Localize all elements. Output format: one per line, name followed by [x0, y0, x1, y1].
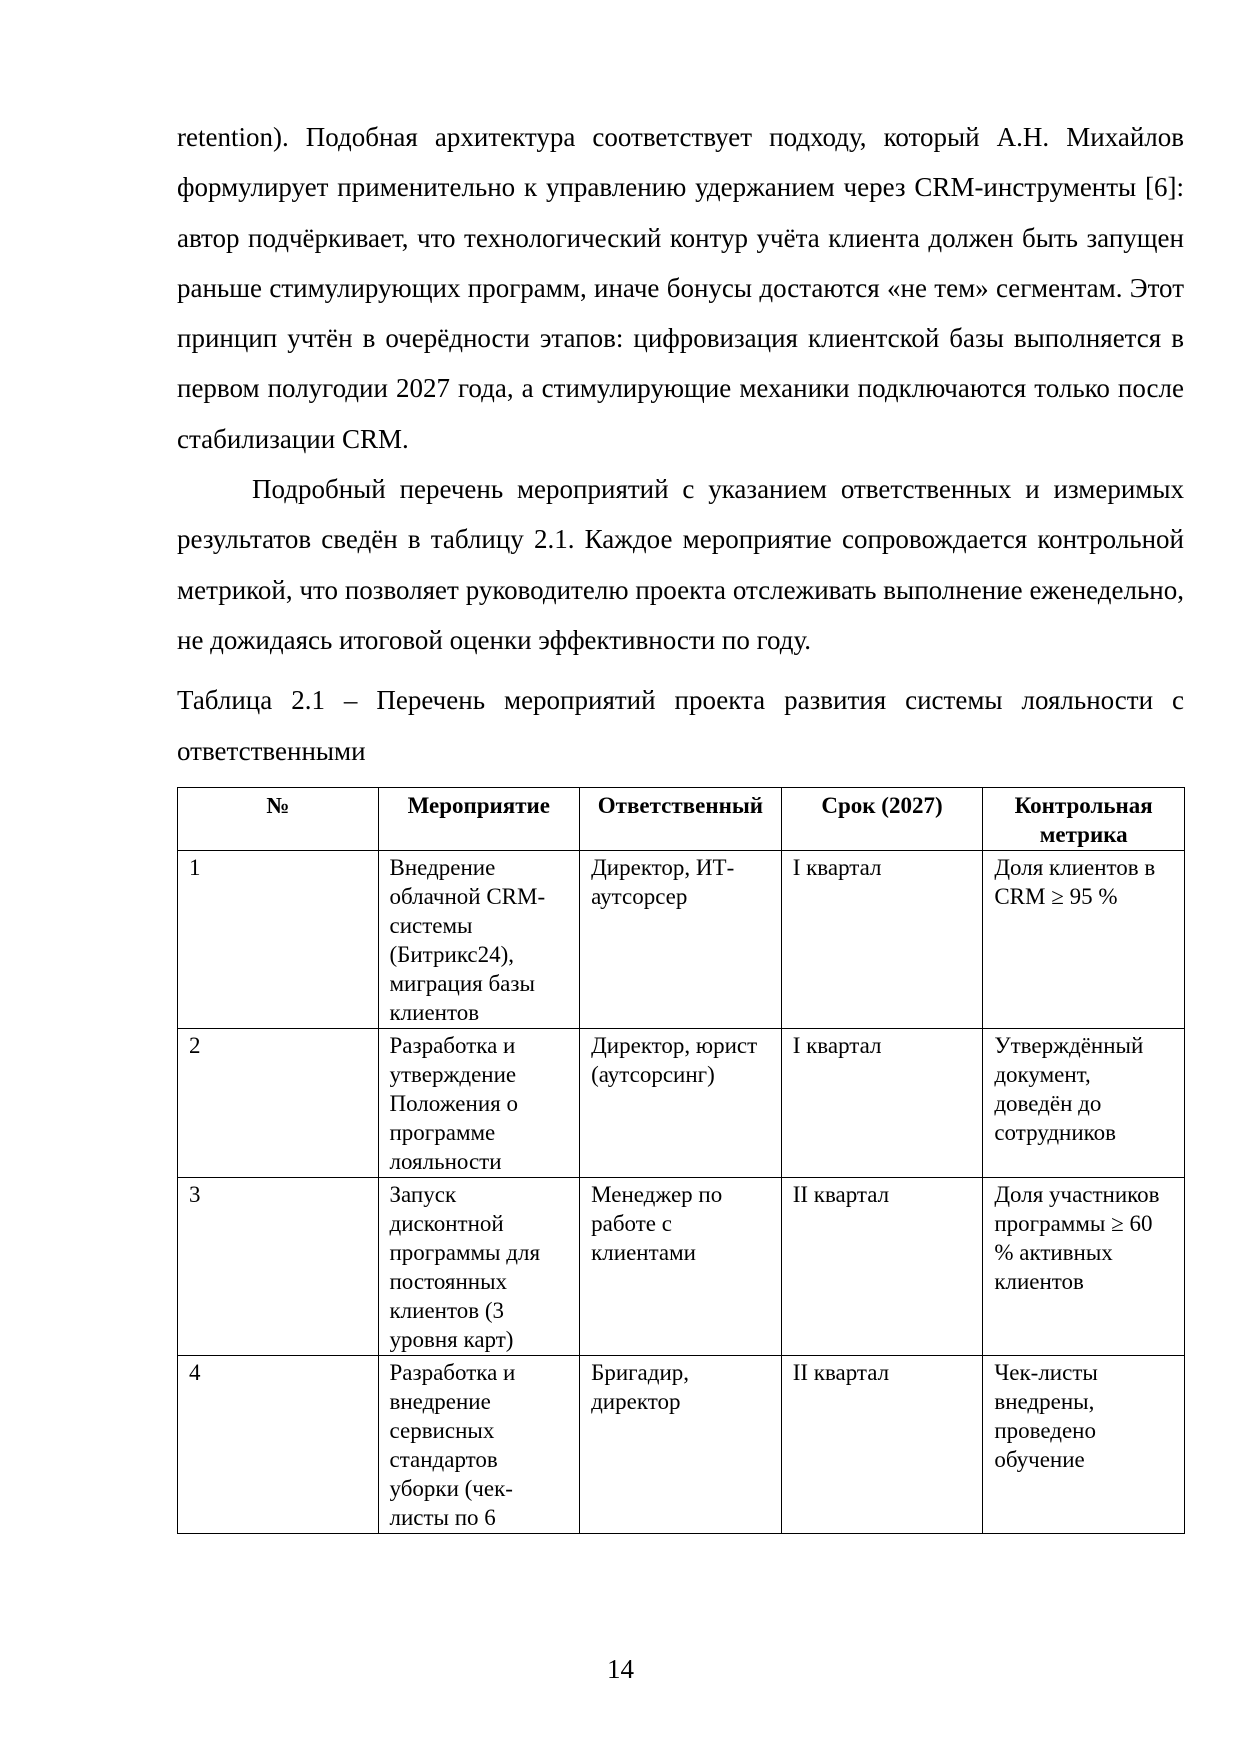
cell-term: II квартал [781, 1355, 983, 1533]
body-paragraph-2: Подробный перечень мероприятий с указанием ответственных и измеримых результатов сведён в таблицу 2.1. Каждое мероприятие сопровождается контрольной метрикой, что позволяет руководителю проекта отслеживать выполнение еженедельно, не дожидаясь итоговой оценки эффективности по году. [177, 474, 1184, 655]
cell-activity: Разработка и внедрение сервисных стандартов уборки (чек-листы по 6 [378, 1355, 580, 1533]
header-responsible: Ответственный [580, 787, 782, 850]
cell-responsible: Директор, ИТ-аутсорсер [580, 850, 782, 1028]
table-caption: Таблица 2.1 – Перечень мероприятий проекта развития системы лояльности с ответственными [177, 685, 1184, 766]
cell-term: I квартал [781, 850, 983, 1028]
cell-number: 4 [178, 1355, 379, 1533]
header-term: Срок (2027) [781, 787, 983, 850]
header-activity: Мероприятие [378, 787, 580, 850]
cell-activity: Внедрение облачной CRM-системы (Битрикс24), миграция базы клиентов [378, 850, 580, 1028]
activities-table [177, 787, 1185, 1534]
table-row [178, 850, 1185, 1028]
table-row [178, 1355, 1185, 1533]
cell-responsible: Менеджер по работе с клиентами [580, 1177, 782, 1355]
cell-number: 3 [178, 1177, 379, 1355]
page-content [177, 112, 1184, 1534]
cell-responsible: Бригадир, директор [580, 1355, 782, 1533]
cell-term: I квартал [781, 1028, 983, 1177]
page-number: 14 [607, 1654, 634, 1684]
header-metric: Контрольная метрика [983, 787, 1185, 850]
cell-responsible: Директор, юрист (аутсорсинг) [580, 1028, 782, 1177]
cell-number: 1 [178, 850, 379, 1028]
table-header-row [178, 787, 1185, 850]
cell-metric: Утверждённый документ, доведён до сотрудников [983, 1028, 1185, 1177]
cell-number: 2 [178, 1028, 379, 1177]
table-row [178, 1028, 1185, 1177]
cell-metric: Чек-листы внедрены, проведено обучение [983, 1355, 1185, 1533]
cell-metric: Доля участников программы ≥ 60 % активных клиентов [983, 1177, 1185, 1355]
cell-activity: Разработка и утверждение Положения о программе лояльности [378, 1028, 580, 1177]
cell-activity: Запуск дисконтной программы для постоянных клиентов (3 уровня карт) [378, 1177, 580, 1355]
cell-term: II квартал [781, 1177, 983, 1355]
header-number: № [178, 787, 379, 850]
cell-metric: Доля клиентов в CRM ≥ 95 % [983, 850, 1185, 1028]
body-paragraph-1: retention). Подобная архитектура соответствует подходу, который А.Н. Михайлов формулирует применительно к управлению удержанием через CRM-инструменты [6]: автор подчёркивает, что технологический контур учёта клиента должен быть запущен раньше стимулирующих программ, иначе бонусы достаются «не тем» сегментам. Этот принцип учтён в очерёдности этапов: цифровизация клиентской базы выполняется в первом полугодии 2027 года, а стимулирующие механики подключаются только после стабилизации CRM. [177, 122, 1184, 454]
table-row [178, 1177, 1185, 1355]
